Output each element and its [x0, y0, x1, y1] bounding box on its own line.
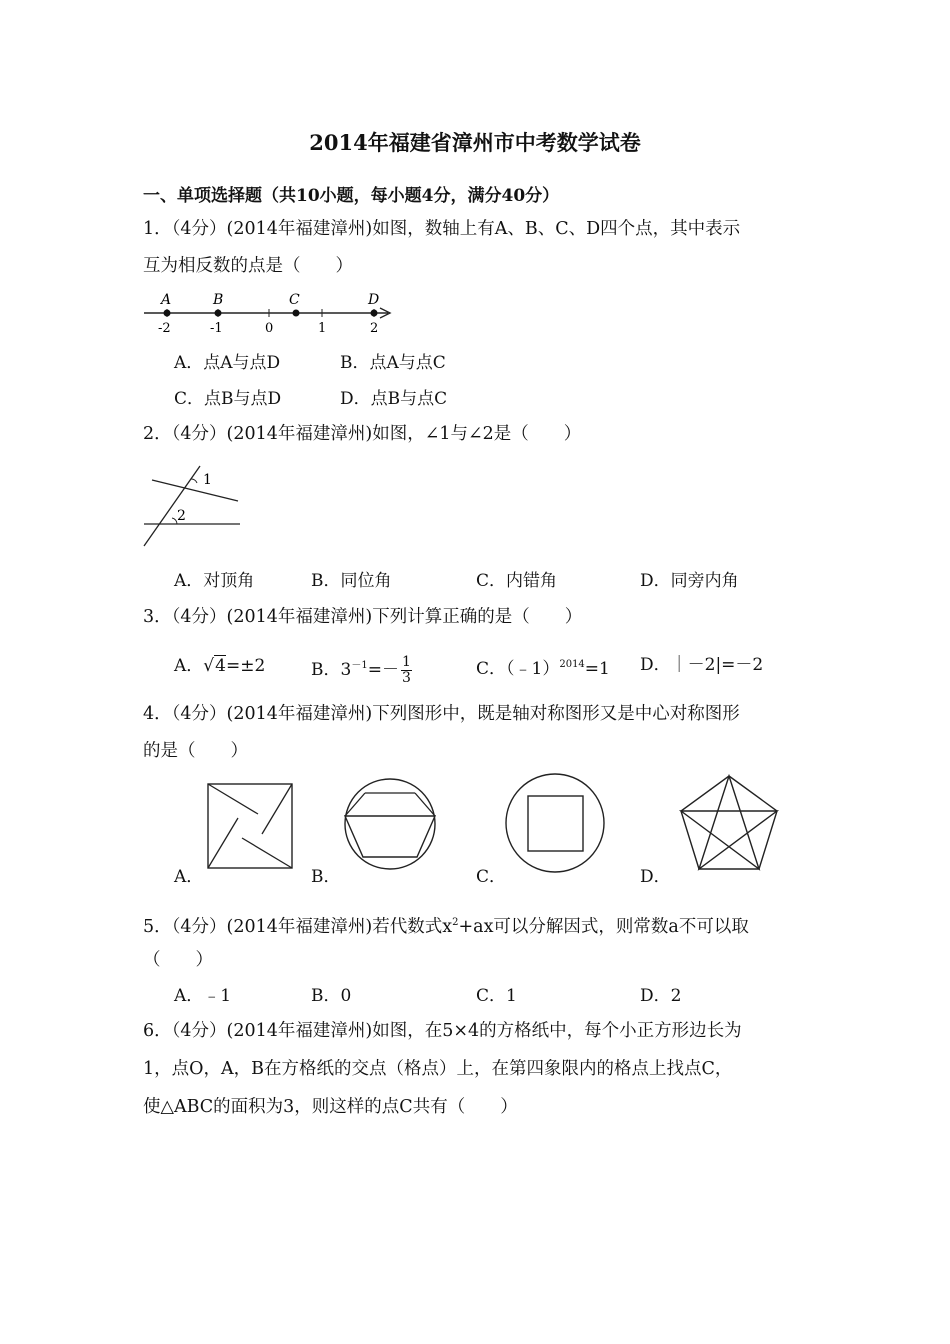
- sqrt-radicand: 4: [215, 656, 226, 676]
- line-1: [152, 480, 238, 501]
- question-4: [143, 704, 740, 724]
- transversal-line: [144, 466, 200, 546]
- option-c: C．1: [476, 986, 517, 1006]
- figure-c-circle-square: [502, 770, 608, 876]
- angle-label: 1: [203, 472, 212, 488]
- tick-label: -2: [158, 321, 171, 336]
- question-5: 5．（4分）(2014年福建漳州)若代数式$x^2+ax$可以分解因式，则常数a不可以取: [143, 917, 749, 937]
- question-6: [143, 1021, 742, 1041]
- question-5-line-2: （ ）: [143, 950, 213, 970]
- option-d: D．: [640, 867, 671, 887]
- option-d: D．点B与点C: [340, 389, 448, 409]
- question-text: （4分）(2014年福建漳州)如图，数轴上有A、B、C、D四个点，其中表示: [171, 219, 741, 239]
- option-a: A．点A与点D: [174, 353, 281, 373]
- option-c: C．: [476, 867, 507, 887]
- figure-b-circle-trapezoid: [338, 776, 442, 872]
- option-a: A．: [174, 867, 204, 887]
- option-a: A．﹣1: [174, 986, 232, 1006]
- point-label: C: [289, 292, 300, 308]
- question-3: [143, 607, 582, 627]
- question-number: 1．: [143, 219, 172, 239]
- option-d: D．｜－2|=－2: [640, 655, 764, 675]
- option-a: A．对顶角: [174, 571, 255, 591]
- angles-figure: [140, 462, 250, 552]
- option-b: B．0: [311, 986, 352, 1006]
- point-label: B: [213, 292, 224, 308]
- question-number: 2．: [143, 424, 172, 444]
- figure-d-pentagram: [676, 774, 782, 874]
- sqrt-sign: √: [203, 656, 215, 676]
- question-2: [143, 424, 581, 444]
- angle-1-arc: [191, 479, 197, 483]
- question-number: 6．: [143, 1021, 172, 1041]
- tick-label: -1: [210, 321, 223, 336]
- figure-a-pinwheel-square: [200, 776, 300, 872]
- question-4-line-2: 的是（ ）: [143, 741, 248, 761]
- option-b: B．同位角: [311, 571, 392, 591]
- point-label: A: [161, 292, 172, 308]
- point-label: D: [368, 292, 380, 308]
- point-b: [215, 310, 222, 317]
- option-c: C．（﹣1）$^{2014}$=1: [476, 659, 610, 679]
- question-number: 4．: [143, 704, 172, 724]
- option-b: B．$3^{-1}=-$ $\frac{1}{3}$: [311, 654, 411, 686]
- question-text: （4分）(2014年福建漳州)若代数式x: [171, 917, 453, 937]
- question-6-line-3: 使△ABC的面积为3，则这样的点C共有（ ）: [143, 1097, 518, 1117]
- tick-label: 2: [370, 321, 379, 336]
- question-1-line-2: 互为相反数的点是（ ）: [143, 256, 353, 276]
- tick-label: 0: [265, 321, 274, 336]
- point-a: [164, 310, 171, 317]
- question-6-line-2: 1，点O，A，B在方格纸的交点（格点）上，在第四象限内的格点上找点C，: [143, 1059, 733, 1079]
- fraction: $\frac{1}{3}$: [401, 654, 411, 686]
- point-d: [371, 310, 378, 317]
- option-d: D．同旁内角: [640, 571, 739, 591]
- number-line-figure: [140, 288, 400, 338]
- tick-label: 1: [318, 321, 327, 336]
- question-number: 3．: [143, 607, 172, 627]
- option-c: C．内错角: [476, 571, 558, 591]
- option-c: C．点B与点D: [174, 389, 282, 409]
- option-b: B．: [311, 867, 341, 887]
- option-d: D．2: [640, 986, 682, 1006]
- question-text: （4分）(2014年福建漳州)如图，∠1与∠2是（ ）: [171, 424, 582, 444]
- option-a: A．√4=±2: [174, 656, 266, 676]
- question-text: （4分）(2014年福建漳州)下列计算正确的是（ ）: [171, 607, 583, 627]
- point-c: [293, 310, 300, 317]
- page-title: 2014年福建省漳州市中考数学试卷: [309, 130, 641, 155]
- option-b: B．点A与点C: [340, 353, 446, 373]
- question-number: 5．: [143, 917, 172, 937]
- section-heading: 一、单项选择题（共10小题，每小题4分，满分40分）: [143, 186, 560, 206]
- angle-label: 2: [177, 508, 186, 524]
- question-1: [143, 219, 740, 239]
- question-text: （4分）(2014年福建漳州)如图，在5×4的方格纸中，每个小正方形边长为: [171, 1021, 742, 1041]
- question-text: （4分）(2014年福建漳州)下列图形中，既是轴对称图形又是中心对称图形: [171, 704, 740, 724]
